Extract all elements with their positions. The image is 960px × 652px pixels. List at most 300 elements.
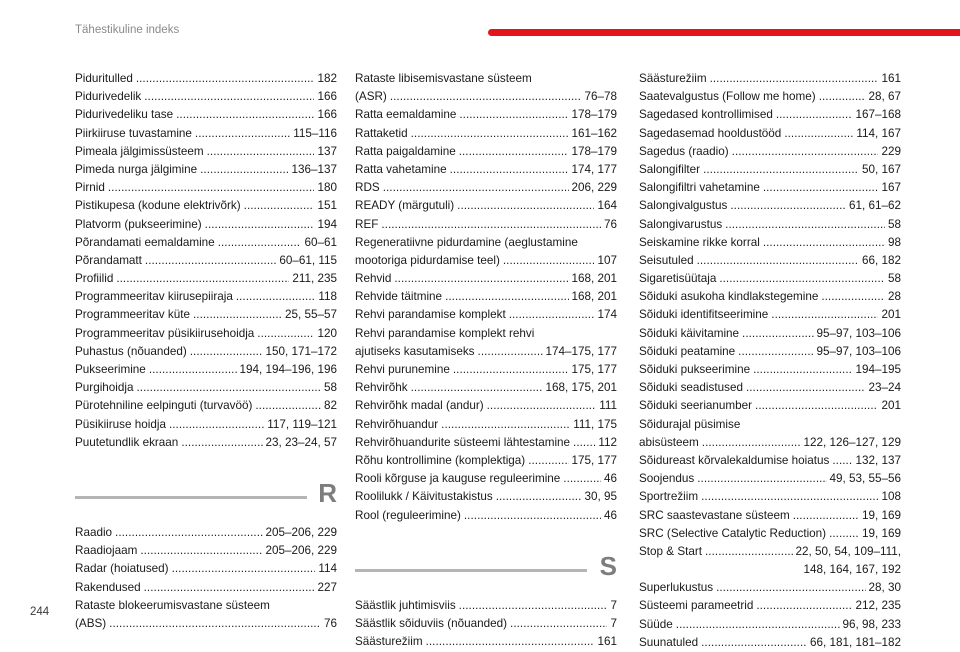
index-term: Regeneratiivne pidurdamine (aeglustamine (355, 235, 578, 249)
index-entry (75, 161, 337, 179)
index-entry (355, 416, 617, 434)
dot-leader (205, 216, 315, 234)
dot-leader (746, 379, 866, 397)
index-entry (355, 143, 617, 161)
index-entry (75, 270, 337, 288)
index-page-refs: 212, 235 (855, 599, 901, 613)
dot-leader (710, 70, 879, 88)
index-term: Süüde (639, 617, 673, 631)
index-term: Sõidurajal püsimise (639, 417, 741, 431)
dot-leader (390, 88, 582, 106)
index-term: Sigaretisüütaja (639, 272, 717, 286)
index-entry (355, 125, 617, 143)
index-entry (355, 488, 617, 506)
index-term: Piirkiiruse tuvastamine (75, 126, 192, 140)
index-page-refs: 28 (887, 290, 901, 304)
index-term: Soojendus (639, 472, 695, 486)
index-page-refs: 19, 169 (862, 508, 901, 522)
dot-leader (478, 343, 543, 361)
section-header (355, 549, 617, 589)
index-term: Programmeeritav küte (75, 308, 190, 322)
index-page-refs: 132, 137 (855, 453, 901, 467)
index-term: Puhastus (nõuanded) (75, 344, 187, 358)
index-entry (639, 507, 901, 525)
dot-leader (108, 179, 315, 197)
index-page-refs: 174, 177 (571, 162, 617, 176)
index-term: Sõiduki seerianumber (639, 399, 753, 413)
index-page-refs: 227 (317, 580, 337, 594)
dot-leader (459, 597, 608, 615)
index-column-3 (639, 70, 901, 652)
dot-leader (457, 197, 594, 215)
index-term: Profiilid (75, 272, 114, 286)
index-term: Sagedasemad hooldustööd (639, 126, 782, 140)
dot-leader (763, 179, 879, 197)
index-page-refs: 107 (597, 253, 617, 267)
index-term: Salongivalgustus (639, 199, 728, 213)
dot-leader (218, 234, 302, 252)
index-entry (355, 325, 617, 343)
index-page-refs: 168, 175, 201 (545, 381, 617, 395)
dot-leader (200, 161, 288, 179)
dot-leader (784, 125, 853, 143)
index-entry (75, 143, 337, 161)
dot-leader (172, 560, 316, 578)
index-term: Sõiduki peatamine (639, 344, 736, 358)
dot-leader (829, 525, 859, 543)
dot-leader (730, 197, 846, 215)
index-term: Sõiduki pukseerimine (639, 363, 751, 376)
index-page-refs: 95–97, 103–106 (816, 344, 901, 358)
index-entry (639, 397, 901, 415)
index-entry (639, 634, 901, 652)
index-entry (639, 106, 901, 124)
dot-leader (705, 543, 792, 561)
index-term: (ASR) (355, 90, 387, 104)
index-term: Raadiojaam (75, 544, 138, 558)
index-term: Stop & Start (639, 544, 703, 558)
index-term: Sõiduki identifitseerimine (639, 308, 769, 322)
index-entry (639, 597, 901, 615)
running-header-title: Tähestikuline indeks (75, 24, 180, 36)
index-entry (355, 306, 617, 324)
dot-leader (563, 470, 601, 488)
index-page-refs: 205–206, 229 (265, 544, 337, 558)
index-page-refs: 168, 201 (571, 290, 617, 304)
dot-leader (821, 288, 885, 306)
index-term: Rehvid (355, 272, 392, 286)
dot-leader (573, 434, 595, 452)
index-entry (355, 70, 617, 88)
index-entry (355, 161, 617, 179)
index-term: Rehvirõhuandurite süsteemi lähtestamine (355, 435, 571, 449)
index-entry (355, 252, 617, 270)
index-term: Rehvi parandamise komplekt rehvi (355, 326, 535, 340)
index-entry (75, 416, 337, 434)
index-entry (639, 416, 901, 434)
index-term: Seiskamine rikke korral (639, 235, 760, 249)
dot-leader (510, 615, 607, 633)
index-entry (75, 179, 337, 197)
index-term: Rataste blokeerumisvastane süsteem (75, 598, 270, 612)
index-term: Süsteemi parameetrid (639, 599, 754, 613)
section-letter: S (599, 550, 617, 581)
dot-leader (169, 416, 264, 434)
index-entry (75, 542, 337, 560)
index-entry (75, 379, 337, 397)
dot-leader (144, 88, 314, 106)
dot-leader (763, 234, 885, 252)
index-entry (75, 524, 337, 542)
dot-leader (115, 524, 262, 542)
dot-leader (450, 161, 569, 179)
dot-leader (509, 306, 595, 324)
index-page-refs: 229 (881, 144, 901, 158)
index-entry (639, 143, 901, 161)
index-term: Salongivarustus (639, 217, 723, 231)
index-page-refs: 95–97, 103–106 (816, 326, 901, 340)
index-term: Rooli kõrguse ja kauguse reguleerimine (355, 472, 561, 486)
index-entry (355, 507, 617, 525)
index-page-refs: 180 (317, 181, 337, 195)
index-entry (355, 470, 617, 488)
dot-leader (702, 434, 801, 452)
dot-leader (697, 252, 859, 270)
index-entry (75, 306, 337, 324)
index-page-refs: 168, 201 (571, 272, 617, 286)
dot-leader (109, 615, 321, 633)
index-term: Pistikupesa (kodune elektrivõrk) (75, 199, 241, 213)
index-entry (355, 452, 617, 470)
dot-leader (149, 361, 237, 379)
index-term: Säästurežiim (639, 72, 707, 85)
index-entry (639, 161, 901, 179)
index-term: Radar (hoiatused) (75, 562, 169, 576)
index-term: Rool (reguleerimine) (355, 508, 461, 522)
index-term: Suunatuled (639, 635, 699, 649)
index-entry (75, 252, 337, 270)
index-entry (639, 288, 901, 306)
index-column-1 (75, 70, 337, 633)
index-term: SRC saastevastane süsteem (639, 508, 790, 522)
index-term: Pürotehniline eelpinguti (turvavöö) (75, 399, 253, 413)
index-page-refs: 58 (887, 217, 901, 231)
index-term: Säästurežiim (355, 635, 423, 649)
index-term: Sõiduki käivitamine (639, 326, 740, 340)
index-term: Säästlik sõiduviis (nõuanded) (355, 616, 508, 630)
index-term: Platvorm (pukseerimine) (75, 217, 202, 231)
index-page-refs: 174 (597, 308, 617, 322)
index-page-refs: 166 (317, 108, 337, 122)
index-page-refs: 206, 229 (571, 181, 617, 195)
index-term: Seisutuled (639, 253, 694, 267)
dot-leader (411, 379, 543, 397)
dot-leader (181, 434, 262, 452)
dot-leader (176, 106, 314, 124)
index-term: Piduritulled (75, 72, 133, 85)
index-entry (639, 88, 901, 106)
index-column-2 (355, 70, 617, 651)
index-term: abisüsteem (639, 435, 699, 449)
section-header (75, 476, 337, 516)
index-page-refs: 23–24 (868, 381, 901, 395)
index-entry (75, 615, 337, 633)
index-page-refs: 166 (317, 90, 337, 104)
index-page-refs: 182 (317, 72, 337, 85)
index-page-refs: 114, 167 (856, 126, 901, 140)
index-entry (639, 197, 901, 215)
dot-leader (771, 306, 878, 324)
index-entry (355, 179, 617, 197)
index-page-refs: 76 (603, 217, 617, 231)
index-term: Ratta eemaldamine (355, 108, 457, 122)
index-term: Purgihoidja (75, 381, 134, 395)
index-term: Programmeeritav kiirusepiiraja (75, 290, 233, 304)
index-term: Rehvi parandamise komplekt (355, 308, 506, 322)
index-page-refs: 194 (317, 217, 337, 231)
index-page-refs: 60–61 (304, 235, 337, 249)
index-term: Säästlik juhtimisviis (355, 598, 456, 612)
dot-leader (732, 143, 879, 161)
index-page-refs: 112 (598, 435, 617, 449)
index-page-refs: 137 (317, 144, 337, 158)
index-entry (639, 234, 901, 252)
index-entry (355, 234, 617, 252)
index-page-refs: 108 (881, 490, 901, 504)
index-entry (355, 88, 617, 106)
index-term: Puutetundlik ekraan (75, 435, 179, 449)
index-entry (639, 325, 901, 343)
index-entry (355, 216, 617, 234)
dot-leader (832, 452, 852, 470)
index-entry (75, 88, 337, 106)
index-entry (355, 343, 617, 361)
index-page-refs: 96, 98, 233 (842, 617, 901, 631)
index-term: RDS (355, 181, 380, 195)
index-page-refs: 22, 50, 54, 109–111, (795, 544, 901, 558)
index-term: Pimeala jälgimissüsteem (75, 144, 204, 158)
dot-leader (207, 143, 315, 161)
index-page-refs-continued: 148, 164, 167, 192 (803, 563, 901, 577)
index-term: REF (355, 217, 379, 231)
index-page-refs: 82 (323, 399, 337, 413)
section-divider (75, 496, 307, 499)
index-term: Pidurivedeliku tase (75, 108, 174, 122)
index-entry (355, 597, 617, 615)
dot-leader (190, 343, 263, 361)
dot-leader (459, 106, 568, 124)
index-term: Pimeda nurga jälgimine (75, 162, 198, 176)
index-entry (639, 579, 901, 597)
index-term: Roolilukk / Käivitustakistus (355, 490, 493, 504)
dot-leader (703, 161, 859, 179)
index-entry (75, 106, 337, 124)
dot-leader (195, 125, 290, 143)
index-page-refs: 111, 175 (573, 417, 617, 431)
dot-leader (244, 197, 315, 215)
dot-leader (793, 507, 859, 525)
index-term: mootoriga pidurdamise teel) (355, 253, 500, 267)
index-entry (75, 197, 337, 215)
index-page-refs: 7 (610, 598, 617, 612)
index-entry (639, 306, 901, 324)
index-entry (355, 288, 617, 306)
index-term: Pidurivedelik (75, 90, 142, 104)
index-entry (355, 633, 617, 651)
dot-leader (441, 416, 570, 434)
dot-leader (496, 488, 582, 506)
index-page-refs: 23, 23–24, 57 (265, 435, 337, 449)
index-term: Sõiduki seadistused (639, 381, 743, 395)
index-entry (639, 179, 901, 197)
index-entry (75, 361, 337, 379)
index-page-refs: 115–116 (293, 126, 337, 140)
index-term: Sagedus (raadio) (639, 144, 729, 158)
index-term: Rataste libisemisvastane süsteem (355, 72, 532, 85)
index-page-refs: 151 (317, 199, 337, 213)
index-entry (639, 361, 901, 379)
index-page-refs: 164 (597, 199, 617, 213)
index-page-refs: 178–179 (571, 144, 617, 158)
index-page-refs: 205–206, 229 (265, 525, 337, 539)
index-entry (75, 216, 337, 234)
index-page-refs: 136–137 (291, 162, 337, 176)
index-term: Ratta paigaldamine (355, 144, 456, 158)
dot-leader (411, 125, 569, 143)
dot-leader (136, 70, 315, 88)
index-entry (355, 615, 617, 633)
index-term: Ratta vahetamine (355, 162, 447, 176)
section-letter: R (318, 477, 337, 508)
dot-leader (464, 507, 601, 525)
index-term: Rehvi purunemine (355, 363, 450, 376)
dot-leader (257, 325, 314, 343)
index-page-refs: 150, 171–172 (265, 344, 337, 358)
index-page-refs: 120 (317, 326, 337, 340)
dot-leader (701, 488, 878, 506)
index-entry (639, 470, 901, 488)
index-entry (75, 234, 337, 252)
index-term: Saatevalgustus (Follow me home) (639, 90, 816, 104)
dot-leader (719, 270, 885, 288)
dot-leader (676, 616, 840, 634)
index-page-refs: 66, 181, 181–182 (810, 635, 901, 649)
dot-leader (738, 343, 813, 361)
index-page-refs: 49, 53, 55–56 (829, 472, 901, 486)
index-term: Rakendused (75, 580, 141, 594)
index-page-refs: 60–61, 115 (279, 253, 337, 267)
dot-leader (426, 633, 595, 651)
index-page-refs: 66, 182 (862, 253, 901, 267)
index-page-refs: 46 (603, 472, 617, 486)
index-page-refs: 30, 95 (584, 490, 617, 504)
index-entry (639, 70, 901, 88)
index-term: Sagedased kontrollimised (639, 108, 773, 122)
index-term: Sõiduki asukoha kindlakstegemine (639, 290, 819, 304)
index-entry (75, 597, 337, 615)
index-entry (75, 560, 337, 578)
dot-leader (144, 579, 315, 597)
index-term: Püsikiiruse hoidja (75, 417, 166, 431)
index-entry (75, 70, 337, 88)
index-page-refs: 201 (881, 399, 901, 413)
index-page-refs: 114 (318, 562, 337, 576)
index-entry (75, 343, 337, 361)
index-term: Raadio (75, 525, 113, 539)
index-term: READY (märgutuli) (355, 199, 455, 213)
index-entry (355, 434, 617, 452)
dot-leader (725, 216, 885, 234)
index-term: Superlukustus (639, 581, 714, 595)
dot-leader (383, 179, 569, 197)
index-page-refs: 175, 177 (571, 363, 617, 376)
index-page-refs: 211, 235 (292, 272, 337, 286)
index-entry (639, 543, 901, 579)
index-entry (639, 488, 901, 506)
dot-leader (381, 216, 601, 234)
index-term: Rõhu kontrollimine (komplektiga) (355, 453, 526, 467)
index-page-refs: 25, 55–57 (285, 308, 337, 322)
index-entry (355, 397, 617, 415)
dot-leader (756, 597, 852, 615)
index-term: Programmeeritav püsikiirusehoidja (75, 326, 255, 340)
index-page-refs: 46 (603, 508, 617, 522)
dot-leader (145, 252, 276, 270)
index-page-refs: 194–195 (855, 363, 901, 376)
dot-leader (716, 579, 865, 597)
index-page-refs: 98 (887, 235, 901, 249)
header-accent-bar (488, 29, 960, 36)
index-entry (639, 379, 901, 397)
index-page-refs: 194, 194–196, 196 (239, 363, 337, 376)
index-entry (639, 343, 901, 361)
index-page-refs: 201 (881, 308, 901, 322)
index-page-refs: 76–78 (584, 90, 617, 104)
index-entry (75, 579, 337, 597)
index-term: Rehvide täitmine (355, 290, 443, 304)
index-term: Salongifilter (639, 162, 701, 176)
dot-leader (701, 634, 807, 652)
dot-leader (140, 542, 262, 560)
dot-leader (742, 325, 813, 343)
index-page-refs: 174–175, 177 (545, 344, 617, 358)
index-page-refs: 167 (881, 181, 901, 195)
dot-leader (819, 88, 866, 106)
index-term: Rehvirõhk madal (andur) (355, 399, 484, 413)
index-page-refs: 167–168 (855, 108, 901, 122)
index-page-refs: 117, 119–121 (267, 417, 337, 431)
index-entry (75, 325, 337, 343)
index-page-refs: 76 (323, 616, 337, 630)
index-page-refs: 7 (610, 616, 617, 630)
dot-leader (236, 288, 316, 306)
index-page-refs: 175, 177 (571, 453, 617, 467)
index-page-refs: 161–162 (571, 126, 617, 140)
index-entry (639, 616, 901, 634)
index-entry (355, 106, 617, 124)
index-term: Põrandamatt (75, 253, 142, 267)
index-page-refs: 19, 169 (862, 526, 901, 540)
dot-leader (755, 397, 878, 415)
page-number: 244 (30, 606, 50, 618)
dot-leader (503, 252, 595, 270)
dot-leader (136, 379, 321, 397)
index-entry (355, 270, 617, 288)
index-term: Põrandamati eemaldamine (75, 235, 215, 249)
index-term: Pirnid (75, 181, 105, 195)
dot-leader (487, 397, 597, 415)
index-term: Pukseerimine (75, 363, 146, 376)
